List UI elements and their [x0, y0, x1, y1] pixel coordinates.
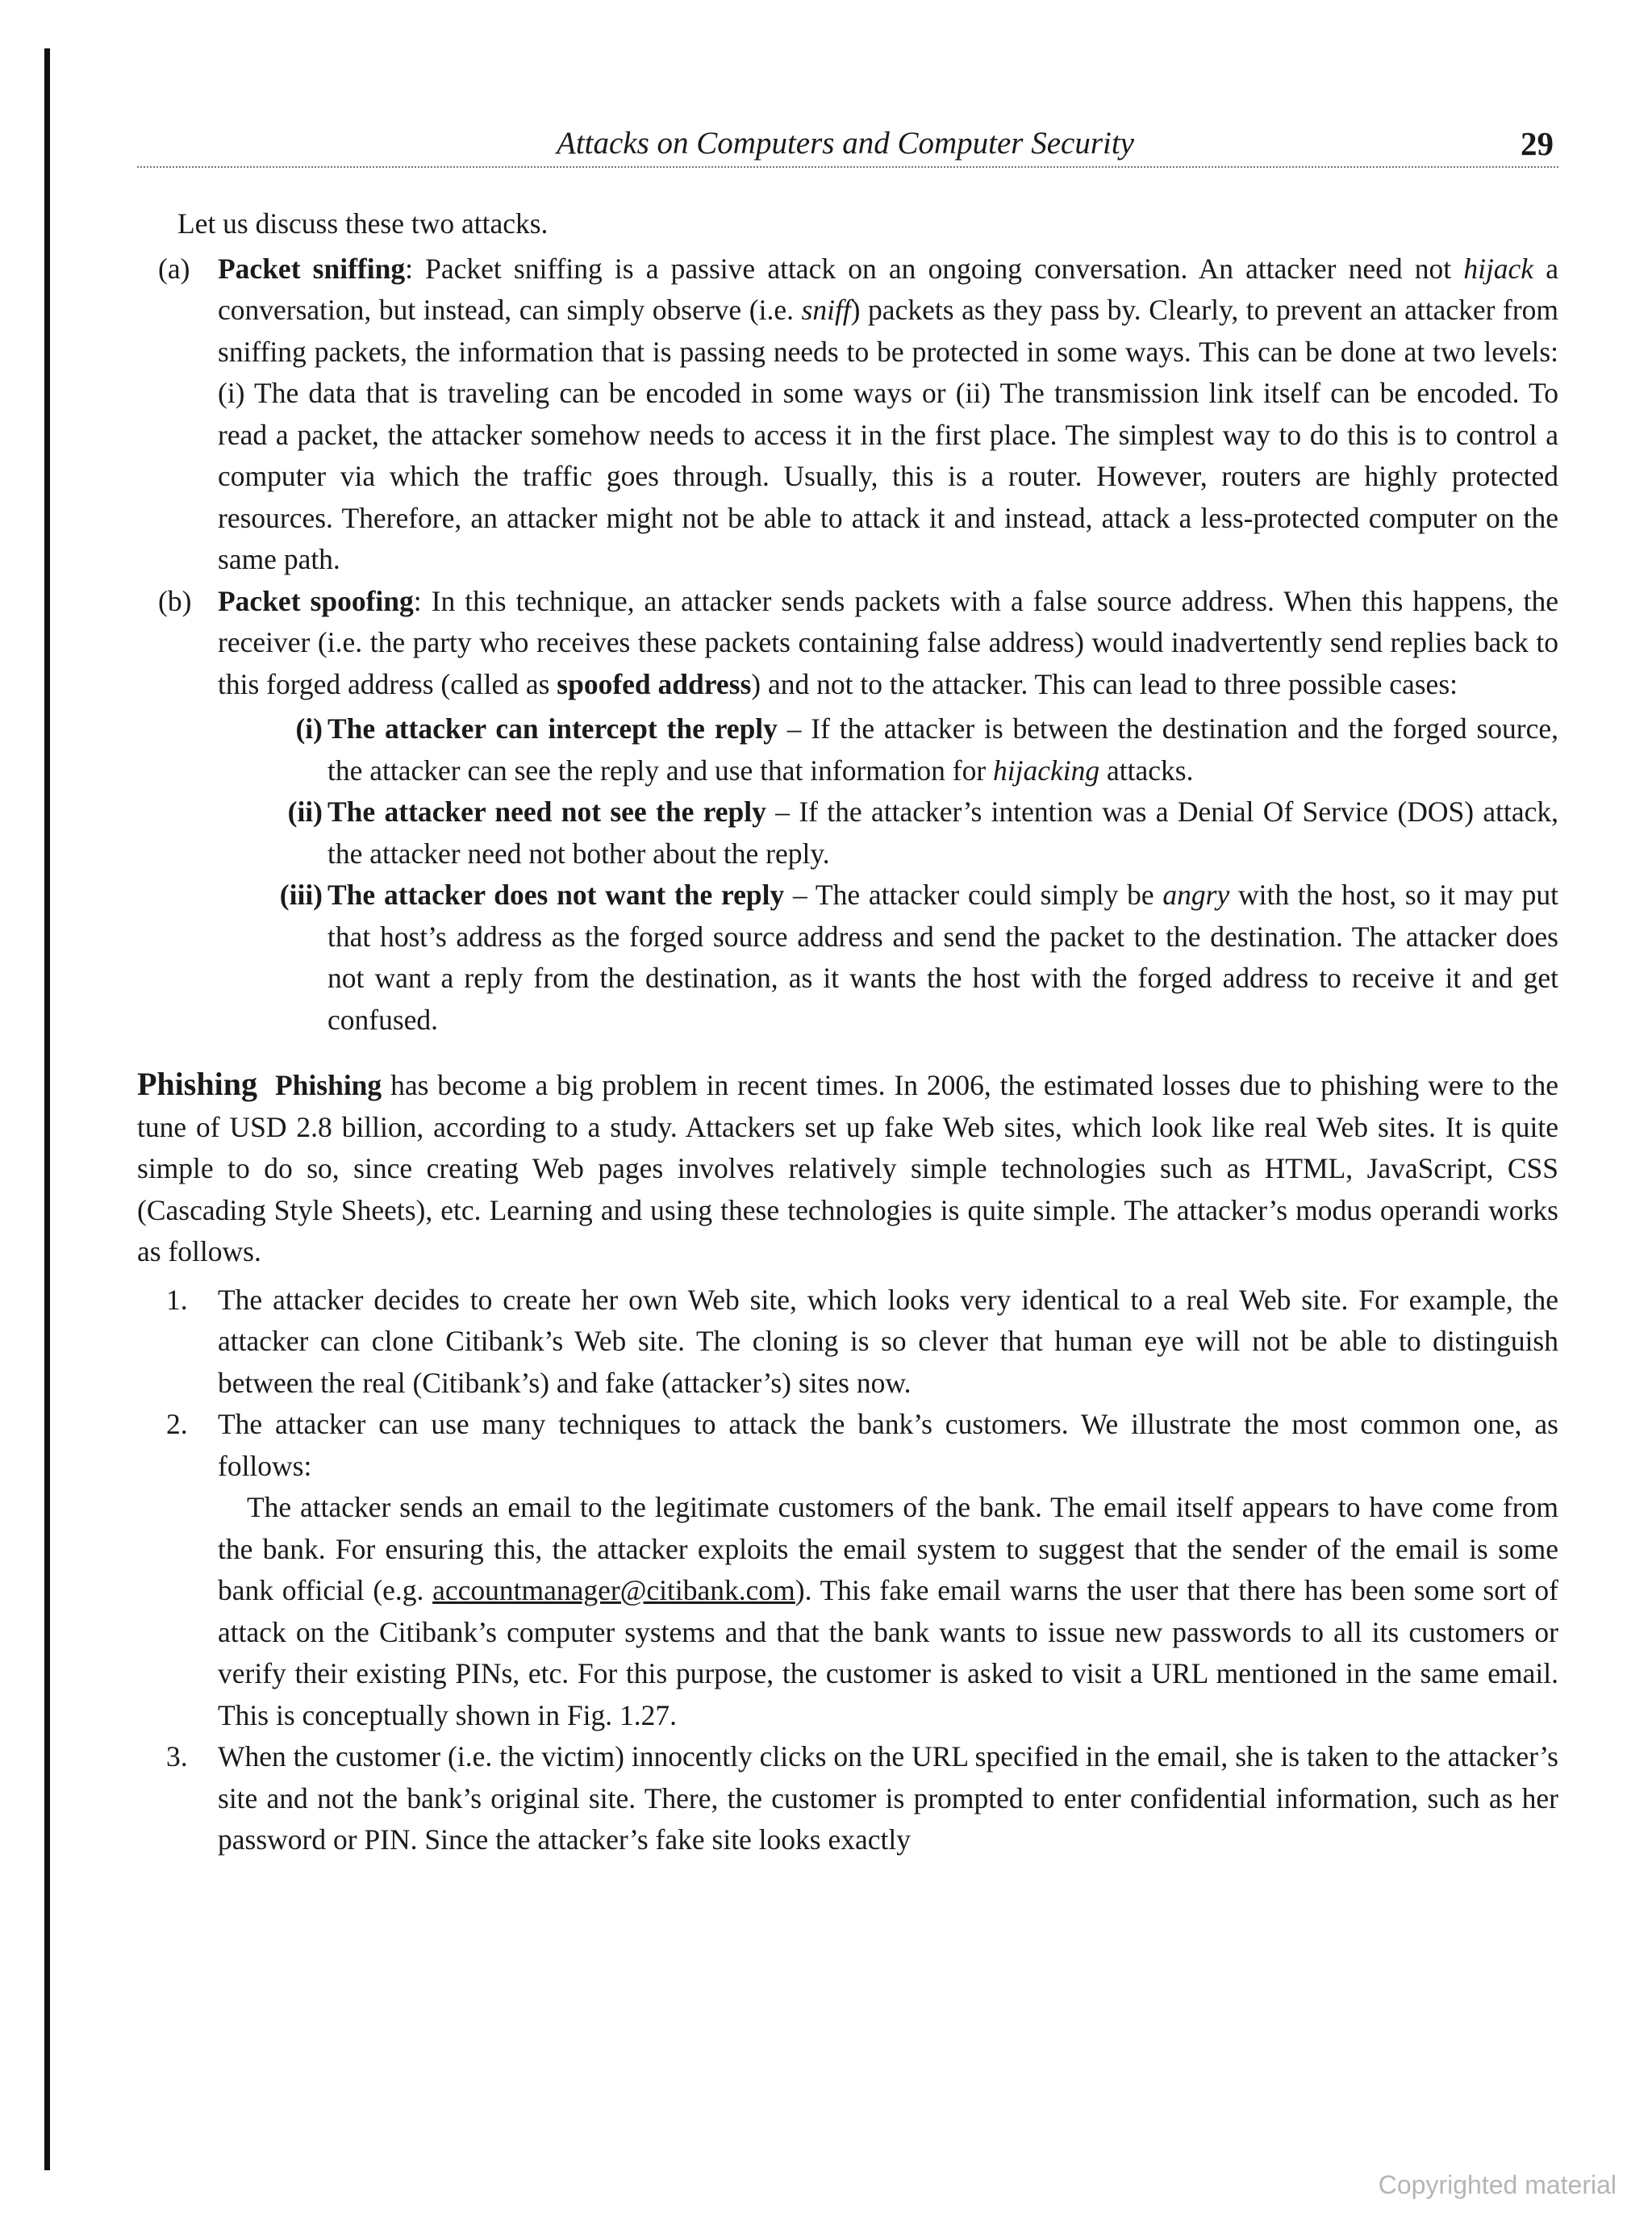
emphasis-sniff: sniff [801, 294, 851, 326]
attack-item-packet-sniffing [137, 248, 1558, 581]
term-packet-sniffing: Packet sniffing [218, 252, 406, 285]
attack-item-packet-spoofing [137, 581, 1558, 706]
phishing-steps-list [137, 1280, 1558, 1861]
page-body [137, 203, 1558, 1861]
term-packet-spoofing: Packet spoofing [218, 584, 414, 617]
phishing-paragraph [137, 1063, 1558, 1273]
spoofing-cases-list [137, 708, 1558, 1041]
text-segment: – The attacker could simply be [784, 879, 1163, 911]
text-segment: When the customer (i.e. the victim) innocently clicks on the URL specified in the email, she is taken to the attacker’s site and not the bank’s original site. There, the customer is prompted to enter confidential information, such as her password or PIN. Since the attacker’s fake site looks exactly [218, 1740, 1558, 1856]
case-term: The attacker does not want the reply [327, 879, 785, 911]
text-segment: a conversation, but instead, can simply observe (i.e. [218, 252, 1559, 326]
email-address-link[interactable]: accountmanager@citibank.com [432, 1574, 795, 1606]
step-item-2 [137, 1404, 1558, 1487]
term-spoofed-address: spoofed address [557, 667, 752, 700]
case-term: The attacker can intercept the reply [327, 712, 778, 745]
item-label: (b) [158, 584, 192, 617]
step-2-detail-paragraph [137, 1487, 1558, 1736]
step-label: 1. [166, 1283, 188, 1316]
page-binding-edge [44, 48, 50, 2170]
term-phishing: Phishing [274, 1069, 382, 1101]
case-item-intercept [137, 708, 1558, 791]
case-term: The attacker need not see the reply [327, 795, 766, 828]
emphasis-hijacking: hijacking [993, 754, 1100, 787]
section-heading-phishing: Phishing [137, 1066, 257, 1102]
case-item-does-not-want [137, 875, 1558, 1041]
copyright-watermark: Copyrighted material [1378, 2170, 1617, 2199]
step-label: 3. [166, 1740, 188, 1773]
item-label: (a) [158, 252, 190, 285]
text-segment: ) and not to the attacker. This can lead to three possible cases: [751, 667, 1458, 700]
text-segment: ). This fake email warns the user that there has been some sort of attack on the Citibank’s computer systems and that the bank wants to issue new passwords to all its customers or verify their existing PINs, etc. For this purpose, the customer is asked to visit a URL mentioned in the same email. This is conceptually shown in Fig. 1.27. [218, 1574, 1558, 1731]
step-label: 2. [166, 1408, 188, 1440]
running-header [137, 121, 1558, 168]
step-item-3 [137, 1736, 1558, 1861]
text-segment: : Packet sniffing is a passive attack on an ongoing conversation. An attacker need not [405, 252, 1464, 285]
text-segment: The attacker can use many techniques to attack the bank’s customers. We illustrate the most common one, as follows: [218, 1408, 1558, 1482]
step-item-1 [137, 1280, 1558, 1405]
page-number: 29 [1521, 125, 1554, 162]
text-segment: ) packets as they pass by. Clearly, to prevent an attacker from sniffing packets, the information that is passing needs to be protected in some ways. This can be done at two levels: (i) The data that is traveling can be encoded in some ways or (ii) The transmission link itself can be encoded. To read a packet, the attacker somehow needs to access it in the first place. The simplest way to do this is to control a computer via which the traffic goes through. Usually, this is a router. However, routers are highly protected resources. Therefore, an attacker might not be able to attack it and instead, attack a less-protected computer on the same path. [218, 294, 1559, 575]
text-segment: The attacker decides to create her own Web site, which looks very identical to a real Web site. For example, the attacker can clone Citibank’s Web site. The cloning is so clever that human eye will not be able to distinguish between the real (Citibank’s) and fake (attacker’s) sites now. [218, 1283, 1558, 1399]
running-title: Attacks on Computers and Computer Security [557, 126, 1134, 161]
emphasis-angry: angry [1162, 879, 1230, 911]
text-segment: has become a big problem in recent times. In 2006, the estimated losses due to phishing were to the tune of USD 2.8 billion, according to a study. Attackers set up fake Web sites, which look like real Web sites. It is quite simple to do so, since creating Web pages involves relatively simple technologies such as HTML, JavaScript, CSS (Cascading Style Sheets), etc. Learning and using these technologies is quite simple. The attacker’s modus operandi works as follows. [137, 1069, 1558, 1267]
text-segment: attacks. [1099, 754, 1194, 787]
case-label: (iii) [279, 879, 323, 911]
intro-paragraph: Let us discuss these two attacks. [177, 207, 549, 240]
case-item-need-not-see [137, 791, 1558, 875]
text-segment: – If the attacker’s intention was a Denial Of Service (DOS) attack, the attacker need not bother about the reply. [327, 795, 1558, 870]
text-segment: with the host, so it may put that host’s address as the forged source address and send the packet to the destination. The attacker does not want a reply from the destination, as it wants the host with the forged address to receive it and get confused. [327, 879, 1558, 1036]
text-segment: The attacker sends an email to the legitimate customers of the bank. The email itself appears to have come from the bank. For ensuring this, the attacker exploits the email system to suggest that the sender of the email is some bank official (e.g. [218, 1491, 1558, 1606]
text-segment: – If the attacker is between the destination and the forged source, the attacker can see the reply and use that information for [327, 712, 1558, 787]
case-label: (i) [295, 712, 323, 745]
text-segment: : In this technique, an attacker sends packets with a false source address. When this happens, the receiver (i.e. the party who receives these packets containing false address) would inadvertently send replies back to this forged address (called as [218, 584, 1559, 700]
case-label: (ii) [287, 795, 323, 828]
emphasis-hijack: hijack [1463, 252, 1534, 285]
